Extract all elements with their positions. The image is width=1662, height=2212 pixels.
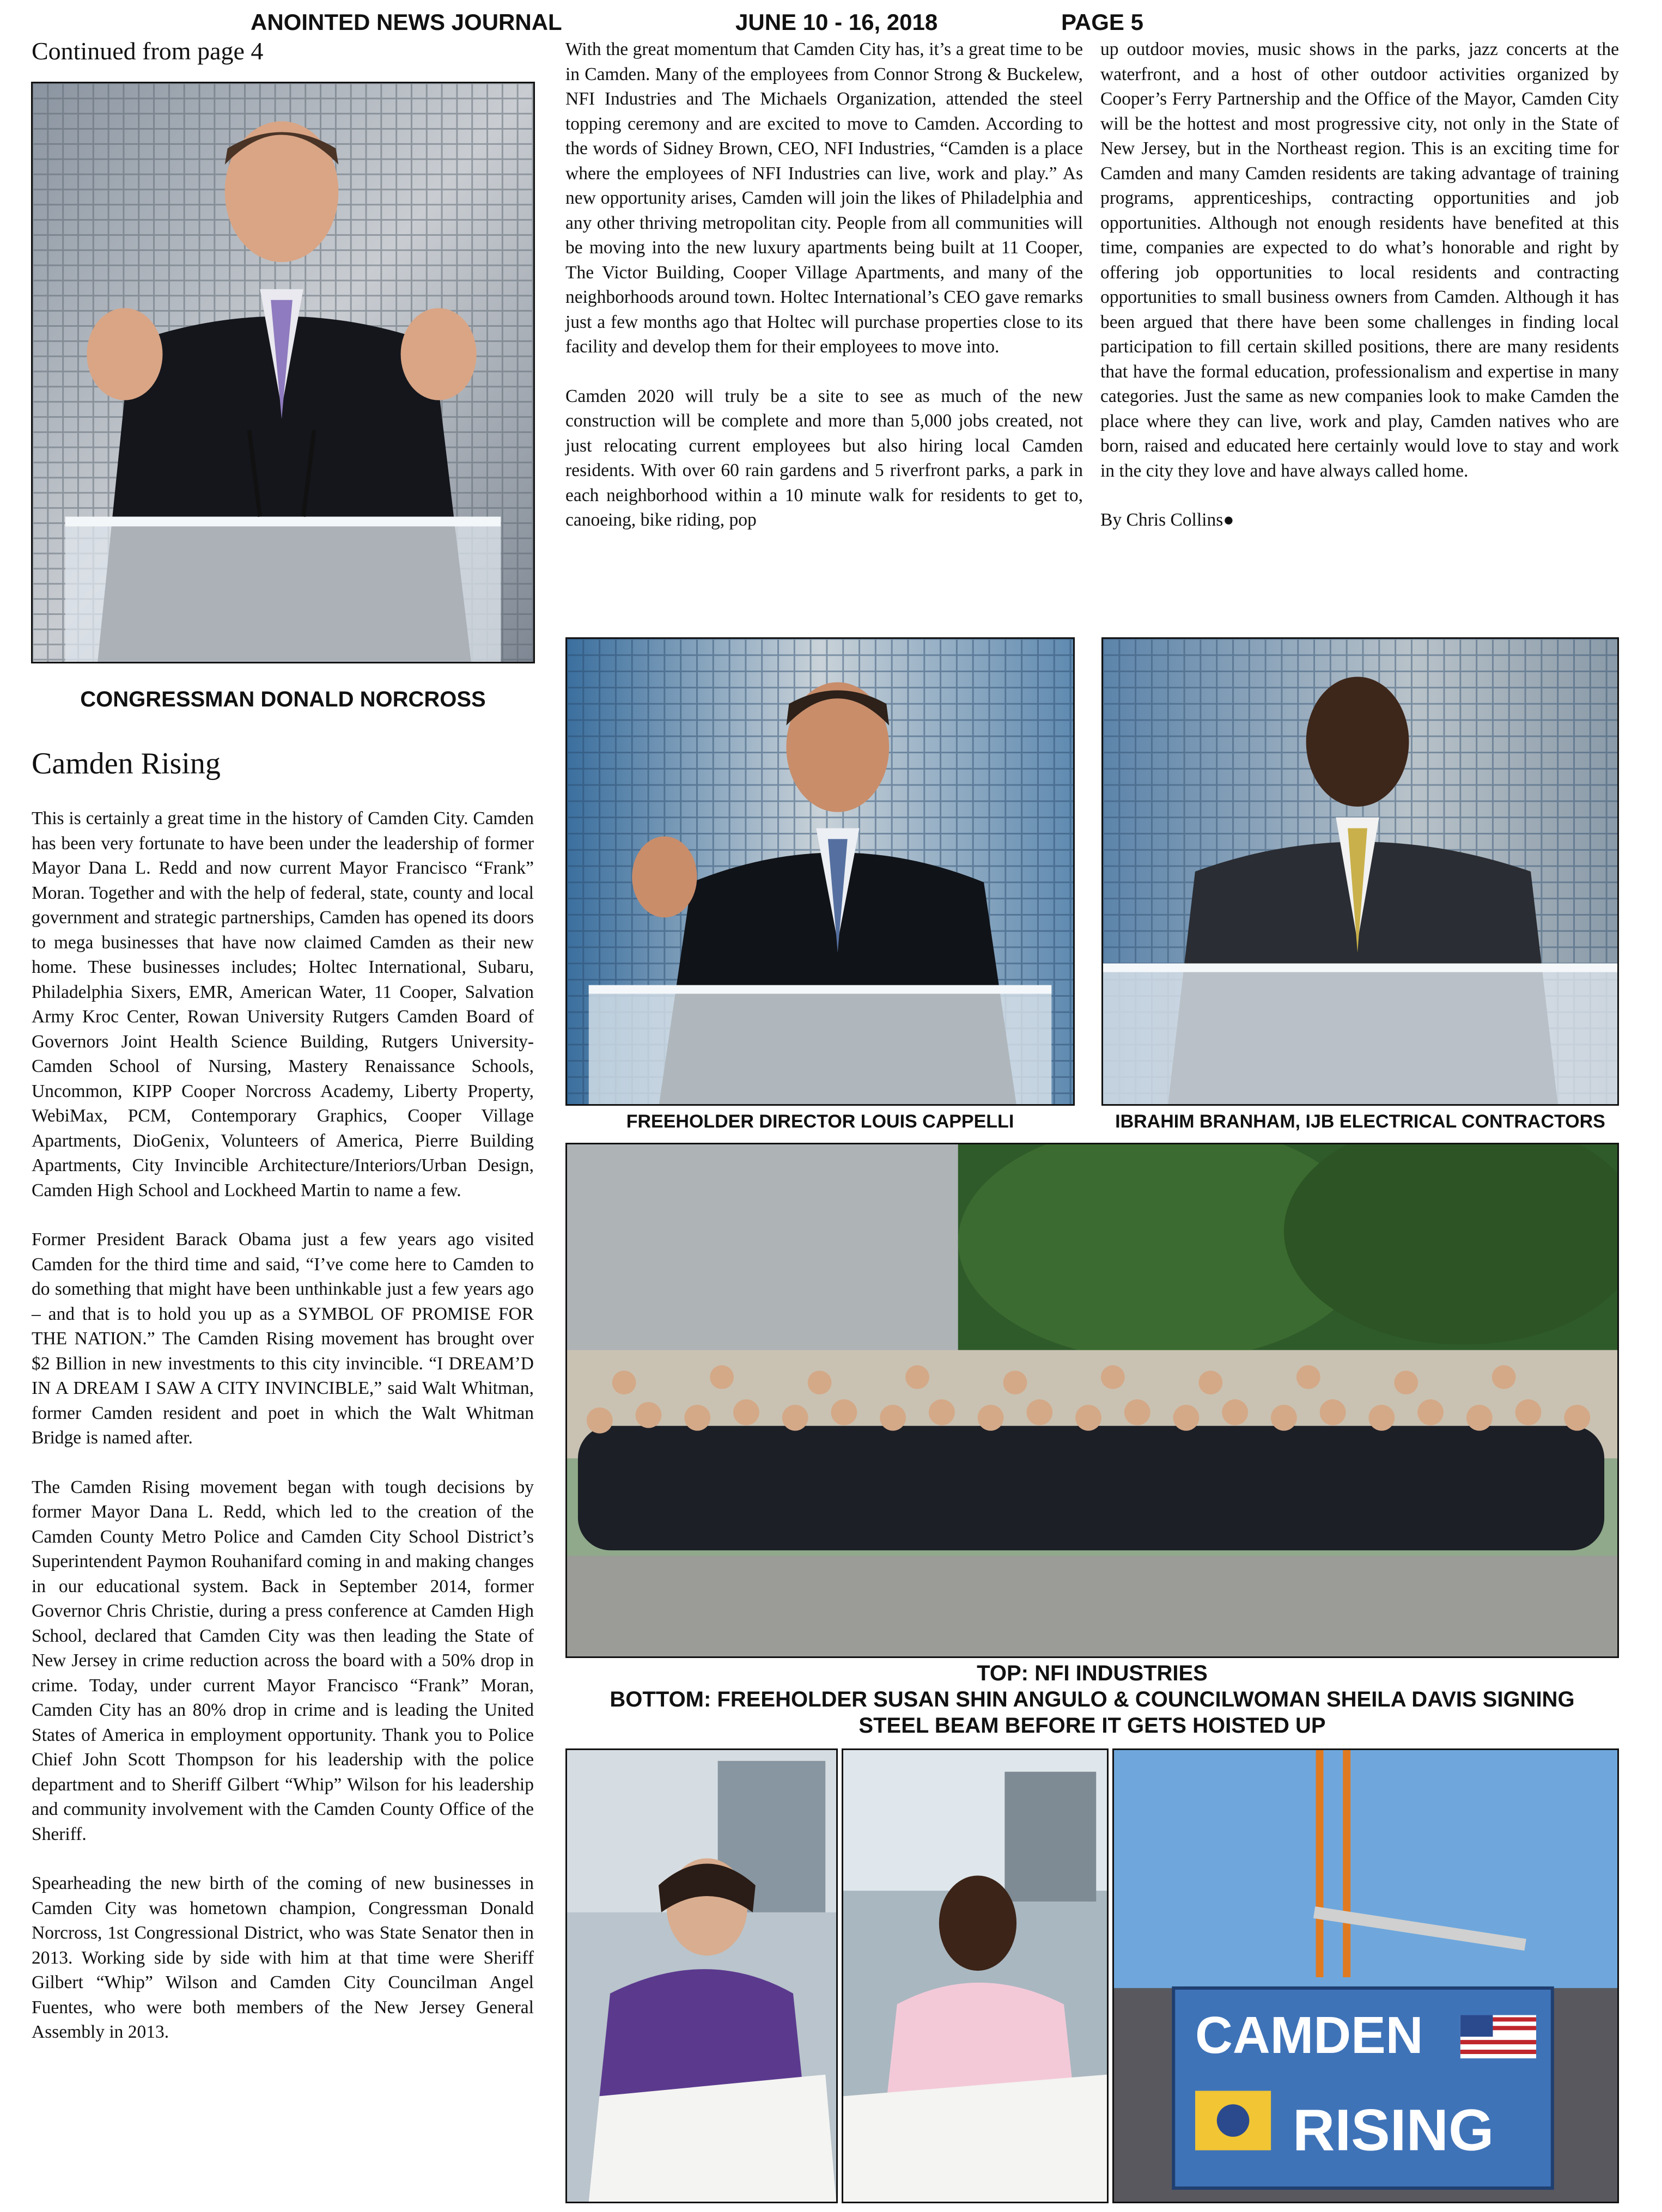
publication-name: ANOINTED NEWS JOURNAL (251, 9, 562, 35)
caption-norcross: CONGRESSMAN DONALD NORCROSS (80, 687, 486, 711)
article-left-column (32, 806, 534, 2045)
paragraph: Former President Barack Obama just a few years ago visited Camden for the third time and said, “I’ve come here to Camden to do something that might have been unthinkable just a few years ago – and that is to hold you up as a SYMBOL OF PROMISE FOR THE NATION.” The Camden Rising movement has brought over $2 Billion in new investments to this city invincible. “I DREAM’D IN A DREAM I SAW A CITY INVINCIBLE,” said Walt Whitman, former Camden resident and poet in which the Walt Whitman Bridge is named after. (32, 1229, 534, 1448)
banner-word-camden: CAMDEN (1195, 2007, 1423, 2064)
byline: By Chris Collins● (1100, 510, 1234, 530)
photo-davis-signing (842, 1748, 1109, 2203)
photo-angulo-signing (565, 1748, 838, 2203)
article-right-column (1100, 37, 1619, 533)
paragraph: Spearheading the new birth of the coming of new businesses in Camden City was hometown champion, Congressman Donald Norcross, 1st Congressional District, who was State Senator then in 2013. Working side by side with him at that time were Sheriff Gilbert “Whip” Wilson and Camden City Councilman Angel Fuentes, who were both members of the New Jersey General Assembly in 2013. (32, 1873, 534, 2042)
photo-norcross (31, 82, 535, 663)
paragraph: With the great momentum that Camden City has, it’s a great time to be in Camden. Many of the employees from Connor Strong & Buckelew, NFI Industries and The Michaels Organization, attended the steel topping ceremony and are excited to move to Camden. According to the words of Sidney Brown, CEO, NFI Industries, “Camden is a place where the employees of NFI Industries can live, work and play.” As new opportunity arises, Camden will join the likes of Philadelphia and any other thriving metropolitan city. People from all communities will be moving into the new luxury apartments being built at 11 Cooper, The Victor Building, Cooper Village Apartments, and many of the neighborhoods around town. Holtec International’s CEO gave remarks just a few months ago that Holtec will purchase properties close to its facility and develop them for their employees to move into. (565, 39, 1083, 357)
article-title: Camden Rising (32, 747, 221, 781)
page-number: PAGE 5 (1061, 9, 1143, 35)
paragraph: This is certainly a great time in the history of Camden City. Camden has been very fortunate to have been under the leadership of former Mayor Dana L. Redd and now current Mayor Francisco “Frank” Moran. Together and with the help of federal, state, county and local government and strategic partnerships, Camden has opened its doors to mega businesses that have now claimed Camden as their new home. These businesses includes; Holtec International, Subaru, Philadelphia Sixers, EMR, American Water, 11 Cooper, Salvation Army Kroc Center, Rowan University Rutgers Camden Board of Governors Joint Health Science Building, Rutgers University-Camden School of Nursing, Mastery Renaissance Schools, Uncommon, KIPP Cooper Norcross Academy, Liberty Property, WebiMax, PCM, Contemporary Graphics, Cooper Village Apartments, DioGenix, Volunteers of America, Pierre Building Apartments, City Invincible Architecture/Interiors/Urban Design, Camden High School and Lockheed Martin to name a few. (32, 808, 534, 1201)
photo-camden-rising-banner (1112, 1748, 1619, 2203)
article-middle-column (565, 37, 1083, 533)
issue-dates: JUNE 10 - 16, 2018 (735, 9, 938, 35)
caption-bottom-line2: BOTTOM: FREEHOLDER SUSAN SHIN ANGULO & COUNCILWOMAN SHEILA DAVIS SIGNING (610, 1687, 1575, 1711)
photo-cappelli (565, 637, 1075, 1106)
paragraph: up outdoor movies, music shows in the parks, jazz concerts at the waterfront, and a host of other outdoor activities organized by Cooper’s Ferry Partnership and the Office of the Mayor, Camden City will be the hottest and most progressive city, not only in the State of New Jersey, but in the Northeast region. This is an exciting time for Camden and many Camden residents are taking advantage of training programs, apprenticeships, contracting opportunities and job opportunities. Although not enough residents have benefited at this time, companies are expected to do what’s honorable and right by offering job opportunities to local residents and contracting opportunities to small business owners from Camden. Although it has been argued that there have been some challenges in finding local participation to fill certain skilled positions, there are many residents that have the formal education, professionalism and expertise in many categories. Just the same as new companies look to make Camden the place where they can live, work and play, Camden natives who are born, raised and educated here certainly would love to stay and work in the city they love and have always called home. (1100, 39, 1619, 481)
photo-nfi-group (565, 1143, 1619, 1658)
caption-cappelli: FREEHOLDER DIRECTOR LOUIS CAPPELLI (626, 1111, 1014, 1132)
photo-branham (1101, 637, 1619, 1106)
paragraph: Camden 2020 will truly be a site to see as much of the new construction will be complete and more than 5,000 jobs created, not just relocating current employees but also hiring local Camden residents. With over 60 rain gardens and 5 riverfront parks, a park in each neighborhood within a 10 minute walk for residents to get to, canoeing, bike riding, pop (565, 386, 1083, 530)
banner-word-rising: RISING (1292, 2097, 1494, 2163)
caption-bottom-line1: TOP: NFI INDUSTRIES (977, 1661, 1208, 1685)
caption-branham: IBRAHIM BRANHAM, IJB ELECTRICAL CONTRACTORS (1115, 1111, 1605, 1132)
caption-bottom-line3: STEEL BEAM BEFORE IT GETS HOISTED UP (859, 1714, 1326, 1738)
continued-note: Continued from page 4 (32, 37, 264, 65)
paragraph: The Camden Rising movement began with tough decisions by former Mayor Dana L. Redd, which led to the creation of the Camden County Metro Police and Camden City School District’s Superintendent Paymon Rouhanifard coming in and making changes in our educational system. Back in September 2014, former Governor Chris Christie, during a press conference at Camden High School, declared that Camden City was then leading the State of New Jersey in crime reduction across the board with a 50% drop in crime. Today, under current Mayor Francisco “Frank” Moran, Camden City has an 80% drop in crime and is leading the United States of America in employment opportunity. Thank you to Police Chief John Scott Thompson for his leadership with the police department and to Sheriff Gilbert “Whip” Wilson for his leadership and community involvement with the Camden County Office of the Sheriff. (32, 1477, 534, 1844)
